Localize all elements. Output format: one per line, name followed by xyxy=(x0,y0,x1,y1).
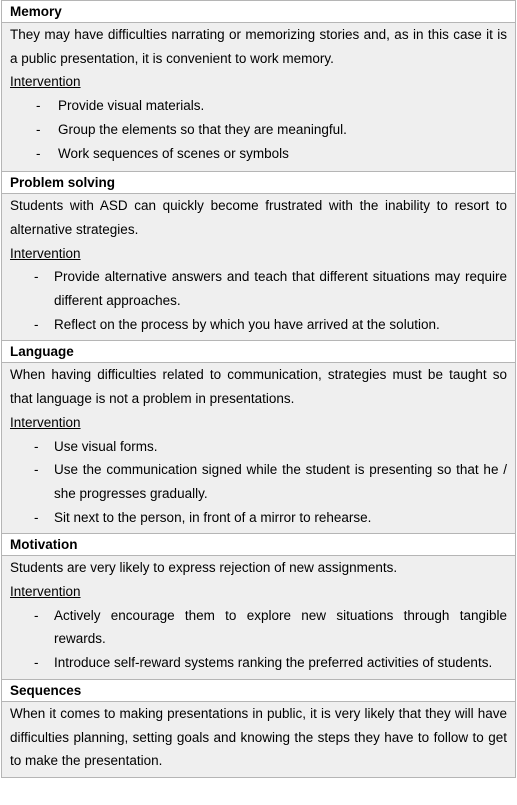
section-description: When having difficulties related to communication, strategies must be taught so that language is not a problem in presentations. xyxy=(10,367,507,407)
section-description: When it comes to making presentations in public, it is very likely that they will have difficulties planning, setting goals and knowing the steps they have to follow to get to make the presentation. xyxy=(10,705,507,769)
bullet-dash: - xyxy=(34,269,39,285)
section-description: Students are very likely to express rejection of new assignments. xyxy=(10,560,398,576)
section-title-memory: Memory xyxy=(2,0,515,22)
list-item: - Group the elements so that they are meaningful. xyxy=(10,118,507,142)
section-body-motivation xyxy=(2,555,515,679)
intervention-list xyxy=(10,265,507,336)
section-body-problem-solving xyxy=(2,193,515,340)
intervention-list xyxy=(10,435,507,530)
section-body-memory xyxy=(2,22,515,171)
bullet-dash: - xyxy=(34,316,39,332)
list-item: - Use the communication signed while the student is presenting so that he / she progresses gradually. xyxy=(10,458,507,505)
intervention-label: Intervention xyxy=(10,414,81,430)
bullet-dash: - xyxy=(36,98,41,114)
section-body-language xyxy=(2,362,515,533)
list-item: - Actively encourage them to explore new situations through tangible rewards. xyxy=(10,604,507,651)
list-item: - Reflect on the process by which you have arrived at the solution. xyxy=(10,313,507,337)
section-body-sequences xyxy=(2,701,515,778)
bullet-dash: - xyxy=(36,121,41,137)
bullet-dash: - xyxy=(36,145,41,161)
list-item: - Use visual forms. xyxy=(10,435,507,459)
intervention-label: Intervention xyxy=(10,584,81,600)
intervention-list xyxy=(10,604,507,675)
bullet-dash: - xyxy=(34,462,39,478)
list-item: - Provide alternative answers and teach that different situations may require different approaches. xyxy=(10,265,507,312)
section-description: Students with ASD can quickly become frustrated with the inability to resort to alternative strategies. xyxy=(10,198,507,237)
bullet-dash: - xyxy=(34,438,39,454)
section-description: They may have difficulties narrating or memorizing stories and, as in this case it is a public presentation, it is convenient to work memory. xyxy=(10,27,507,66)
section-title-problem-solving: Problem solving xyxy=(2,171,515,193)
section-title-sequences: Sequences xyxy=(2,679,515,701)
bullet-dash: - xyxy=(34,655,39,671)
section-title-language: Language xyxy=(2,340,515,362)
list-item: - Sit next to the person, in front of a mirror to rehearse. xyxy=(10,506,507,530)
list-item: - Introduce self-reward systems ranking the preferred activities of students. xyxy=(10,651,507,675)
bullet-dash: - xyxy=(34,607,39,623)
intervention-label: Intervention xyxy=(10,245,81,261)
bullet-dash: - xyxy=(34,509,39,525)
list-item: - Provide visual materials. xyxy=(10,94,507,118)
list-item: - Work sequences of scenes or symbols xyxy=(10,142,507,166)
strategy-table xyxy=(1,0,516,778)
intervention-list xyxy=(10,94,507,165)
section-title-motivation: Motivation xyxy=(2,533,515,555)
intervention-label: Intervention xyxy=(10,74,81,90)
